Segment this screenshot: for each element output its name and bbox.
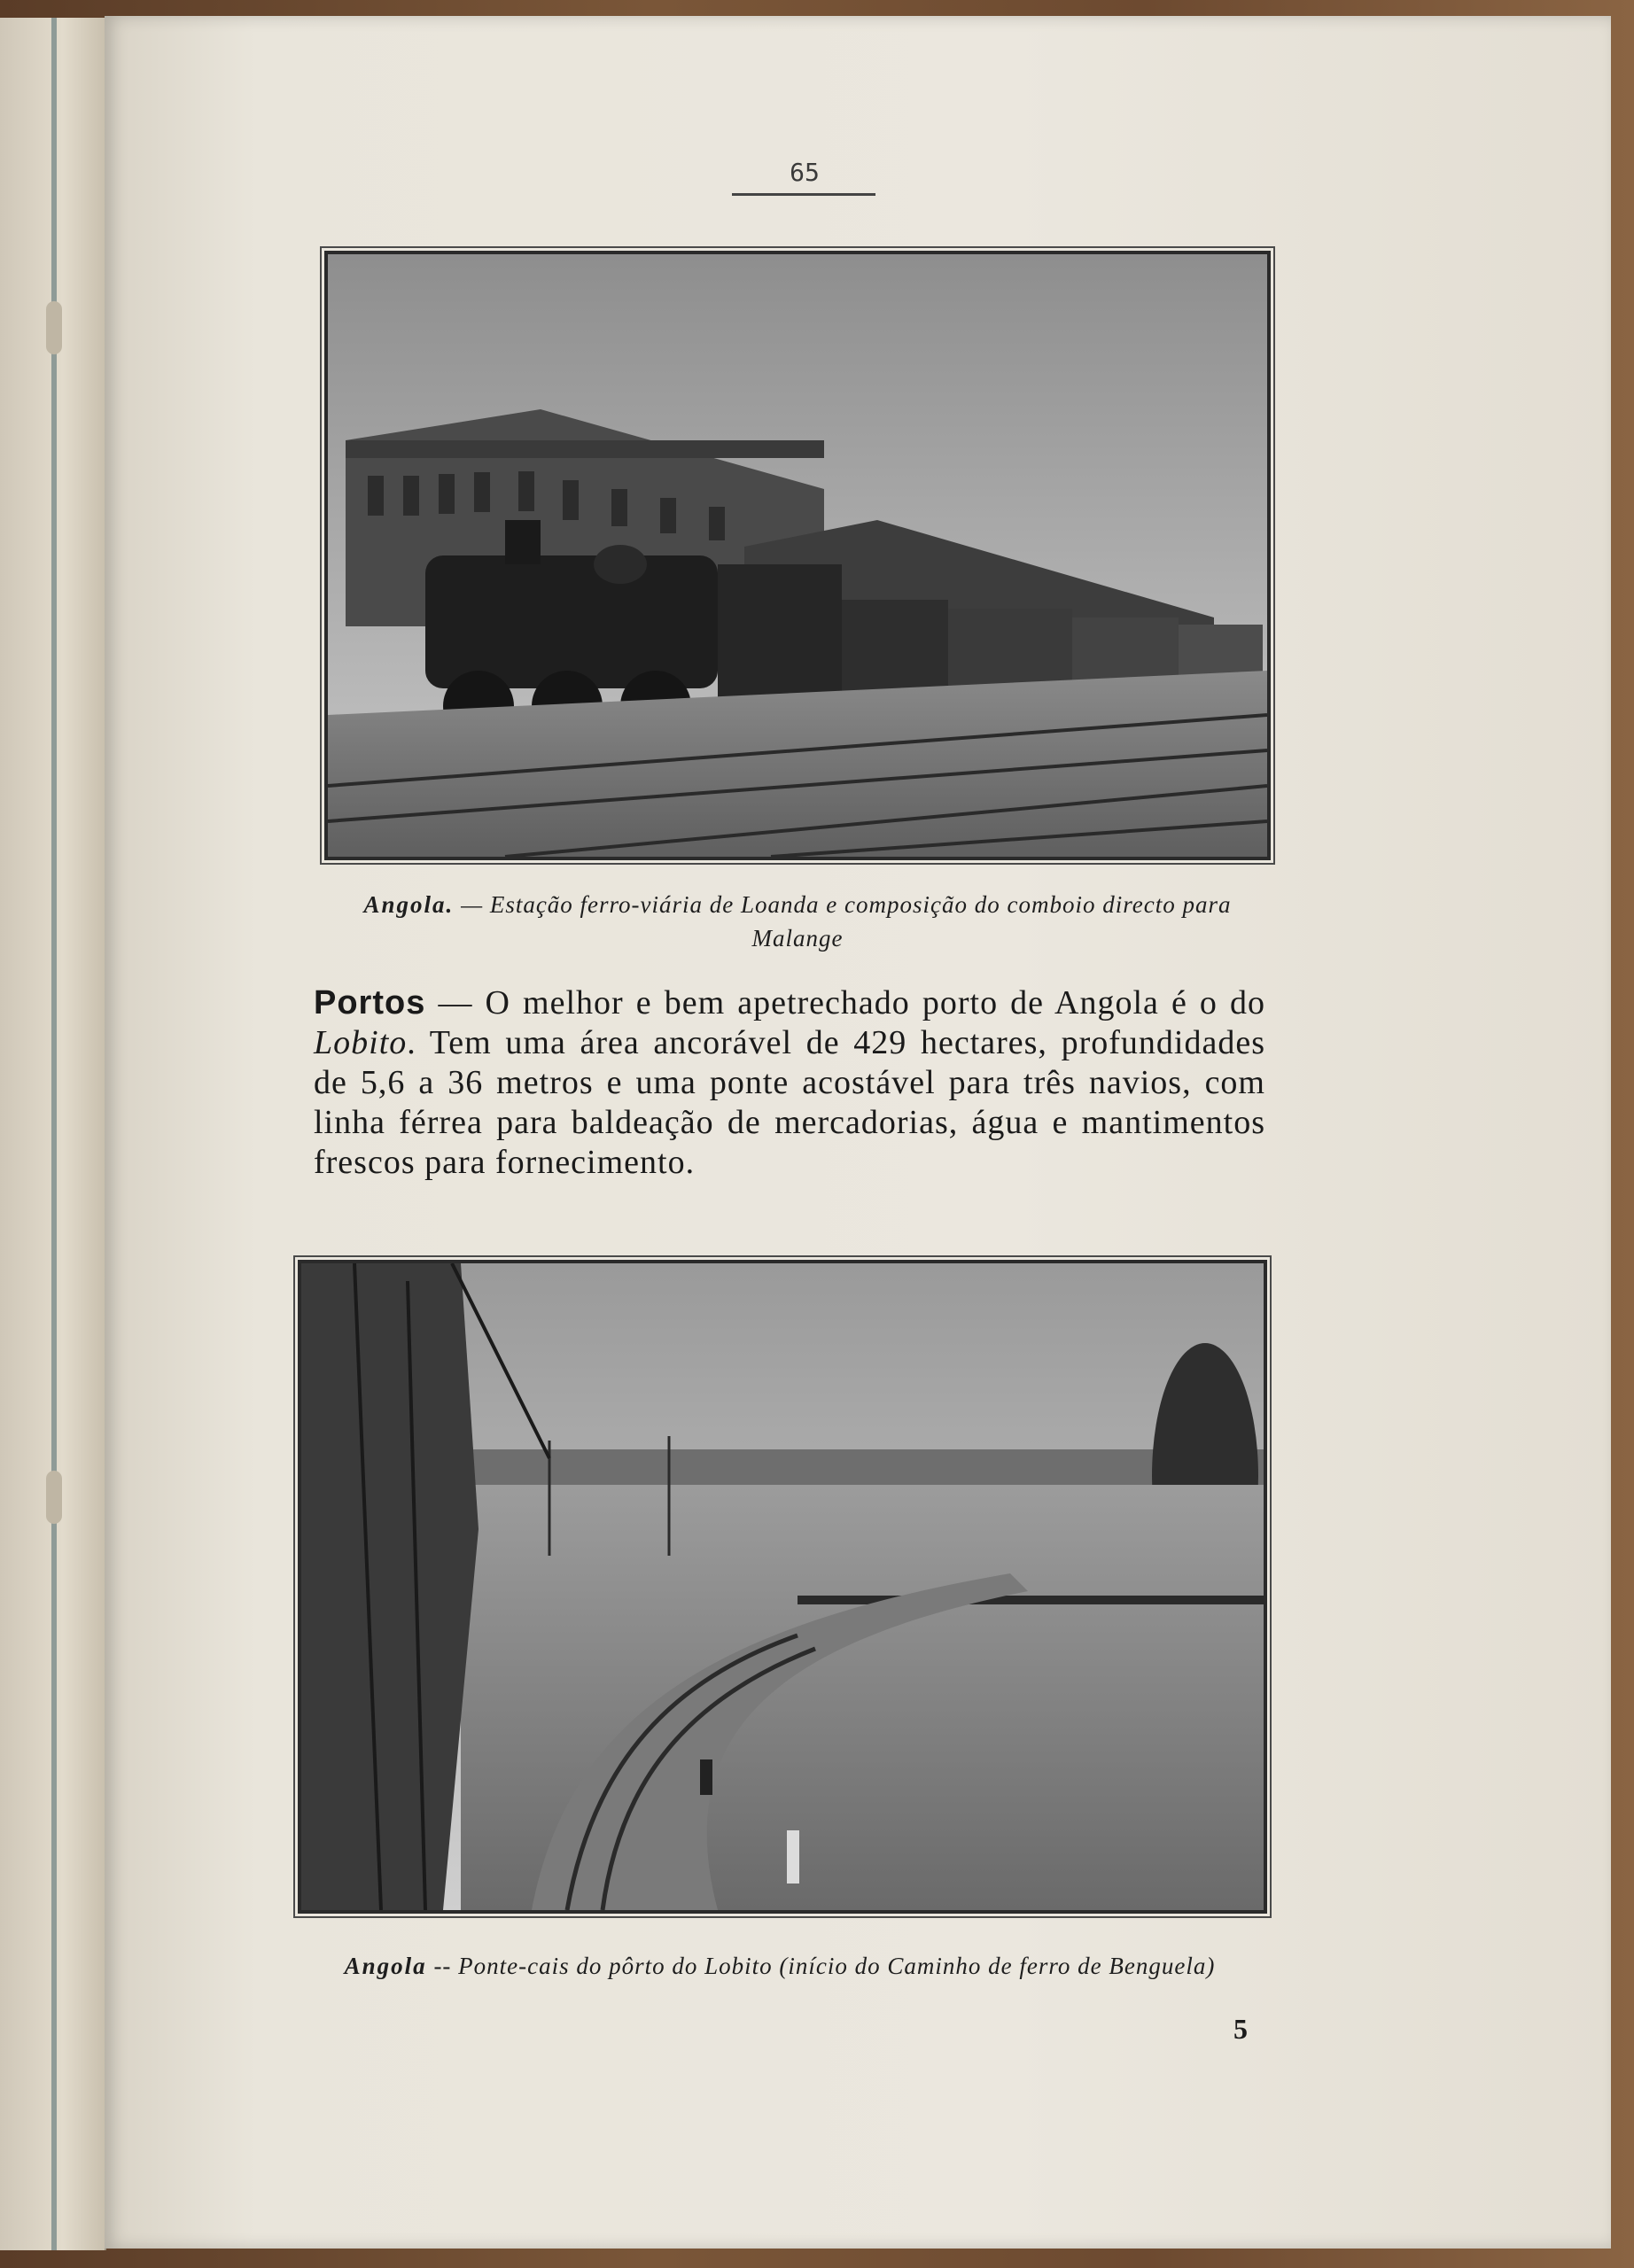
- binding-stitch: [46, 1471, 62, 1524]
- previous-page-edge: [0, 18, 106, 2250]
- section-heading: Portos: [314, 984, 426, 1021]
- figure-caption-1: [328, 888, 1267, 955]
- railway-station-photo: [324, 251, 1271, 860]
- page-number: 65: [790, 158, 820, 187]
- ports-paragraph: [314, 983, 1265, 1183]
- figure-caption-2: [301, 1949, 1258, 1983]
- caption-lead: Angola: [344, 1953, 427, 1979]
- place-name: Lobito: [314, 1024, 408, 1061]
- binding-stitch: [46, 301, 62, 354]
- paragraph-text: — O melhor e bem apetrechado porto de Angola é o do: [425, 984, 1265, 1021]
- caption-text: — Estação ferro-viária de Loanda e composição do comboio directo para Malange: [454, 891, 1232, 951]
- lobito-pier-photo: [298, 1260, 1267, 1914]
- paragraph-text: . Tem uma área ancorável de 429 hectares, profundidades de 5,6 a 36 metros e uma ponte acostável para três navios, com linha férrea para baldeação de mercadorias, água e mantimentos frescos para fornecimento.: [314, 1024, 1265, 1181]
- caption-lead: Angola.: [363, 891, 455, 918]
- caption-text: -- Ponte-cais do pôrto do Lobito (início do Caminho de ferro de Benguela): [426, 1953, 1216, 1979]
- signature-mark: 5: [1233, 2013, 1248, 2045]
- header-rule: [732, 193, 875, 196]
